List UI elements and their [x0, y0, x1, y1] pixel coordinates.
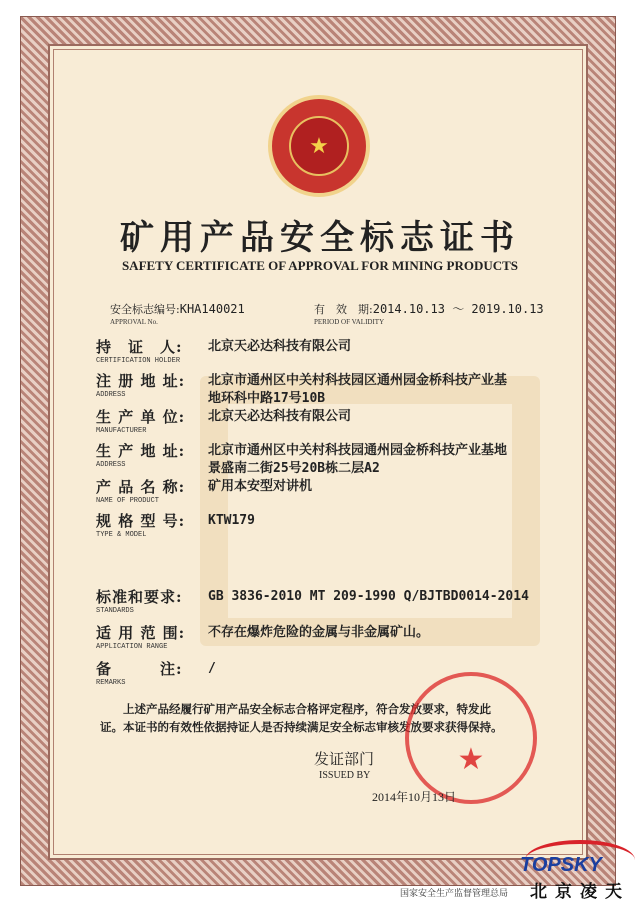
official-seal [405, 672, 537, 804]
field-value: / [208, 661, 216, 676]
footer-company: 北京凌天 [530, 882, 630, 902]
validity-label: 有 效 期: [314, 303, 373, 316]
field-row [96, 338, 352, 365]
emblem-seal [268, 95, 370, 197]
field-row [96, 442, 507, 478]
field-value: 矿用本安型对讲机 [208, 479, 313, 494]
field-row [96, 372, 507, 408]
field-label: 规 格 型 号: [96, 512, 186, 530]
topsky-logo: TOPSKY [520, 854, 602, 876]
field-value: 北京市通州区中关村科技园区通州园金桥科技产业基 [208, 373, 508, 388]
field-value: KTW179 [208, 513, 255, 528]
field-value: 北京市通州区中关村科技园通州园金桥科技产业基地 [208, 443, 508, 458]
approval-block [110, 298, 245, 326]
issued-by: 发证部门 [314, 750, 375, 768]
field-row [96, 478, 313, 505]
field-value: GB 3836-2010 MT 209-1990 Q/BJTBD0014-2014 [208, 589, 529, 604]
field-label-en: REMARKS [96, 679, 126, 687]
validity-block [314, 298, 544, 326]
field-label-en: MANUFACTURER [96, 427, 147, 435]
field-value-line-2: 地环科中路17号10B [208, 391, 326, 406]
field-value: 不存在爆炸危险的金属与非金属矿山。 [208, 625, 430, 640]
field-row [96, 624, 430, 651]
field-label: 持 证 人: [96, 338, 183, 356]
certificate-title: 矿用产品安全标志证书 [120, 218, 520, 258]
seal-star-icon: ★ [457, 742, 485, 777]
approval-label-en: APPROVAL No. [110, 318, 158, 326]
field-row [96, 660, 216, 687]
field-label: 生 产 单 位: [96, 408, 186, 426]
footer-caption: 国家安全生产监督管理总局 [400, 889, 509, 899]
field-label: 注 册 地 址: [96, 372, 186, 390]
field-label: 适 用 范 围: [96, 624, 186, 642]
field-label: 产 品 名 称: [96, 478, 186, 496]
field-value: 北京天必达科技有限公司 [208, 339, 352, 354]
approval-label: 安全标志编号: [110, 303, 180, 316]
validity-label-en: PERIOD OF VALIDITY [314, 318, 385, 326]
field-label-en: ADDRESS [96, 461, 126, 469]
field-label-en: ADDRESS [96, 391, 126, 399]
issue-date: 2014年10月13日 [372, 790, 457, 804]
star-icon: ★ [289, 116, 349, 176]
field-label-en: NAME OF PRODUCT [96, 497, 160, 505]
field-label-en: TYPE & MODEL [96, 531, 147, 539]
field-row [96, 408, 352, 435]
field-label: 标准和要求: [96, 588, 183, 606]
field-label-en: CERTIFICATION HOLDER [96, 357, 181, 365]
approval-number: KHA140021 [179, 302, 245, 316]
field-label-en: STANDARDS [96, 607, 134, 615]
field-value-line-2: 景盛南二街25号20B栋二层A2 [208, 461, 380, 476]
field-label: 生 产 地 址: [96, 442, 186, 460]
field-row [96, 588, 529, 615]
field-label-en: APPLICATION RANGE [96, 643, 168, 651]
certificate-subtitle: SAFETY CERTIFICATE OF APPROVAL FOR MINING PRODUCTS [121, 258, 519, 273]
issued-by-en: ISSUED BY [319, 770, 371, 781]
field-row [96, 512, 255, 539]
field-label: 备 注: [96, 660, 183, 678]
statement-line-2: 证。本证书的有效性依据持证人是否持续满足安全标志审核发放要求获得保持。 [100, 720, 503, 734]
field-value: 北京天必达科技有限公司 [208, 409, 352, 424]
statement-line-1: 上述产品经履行矿用产品安全标志合格评定程序，符合发放要求，特发此 [100, 702, 491, 716]
validity-value: 2014.10.13 ～ 2019.10.13 [372, 302, 544, 316]
